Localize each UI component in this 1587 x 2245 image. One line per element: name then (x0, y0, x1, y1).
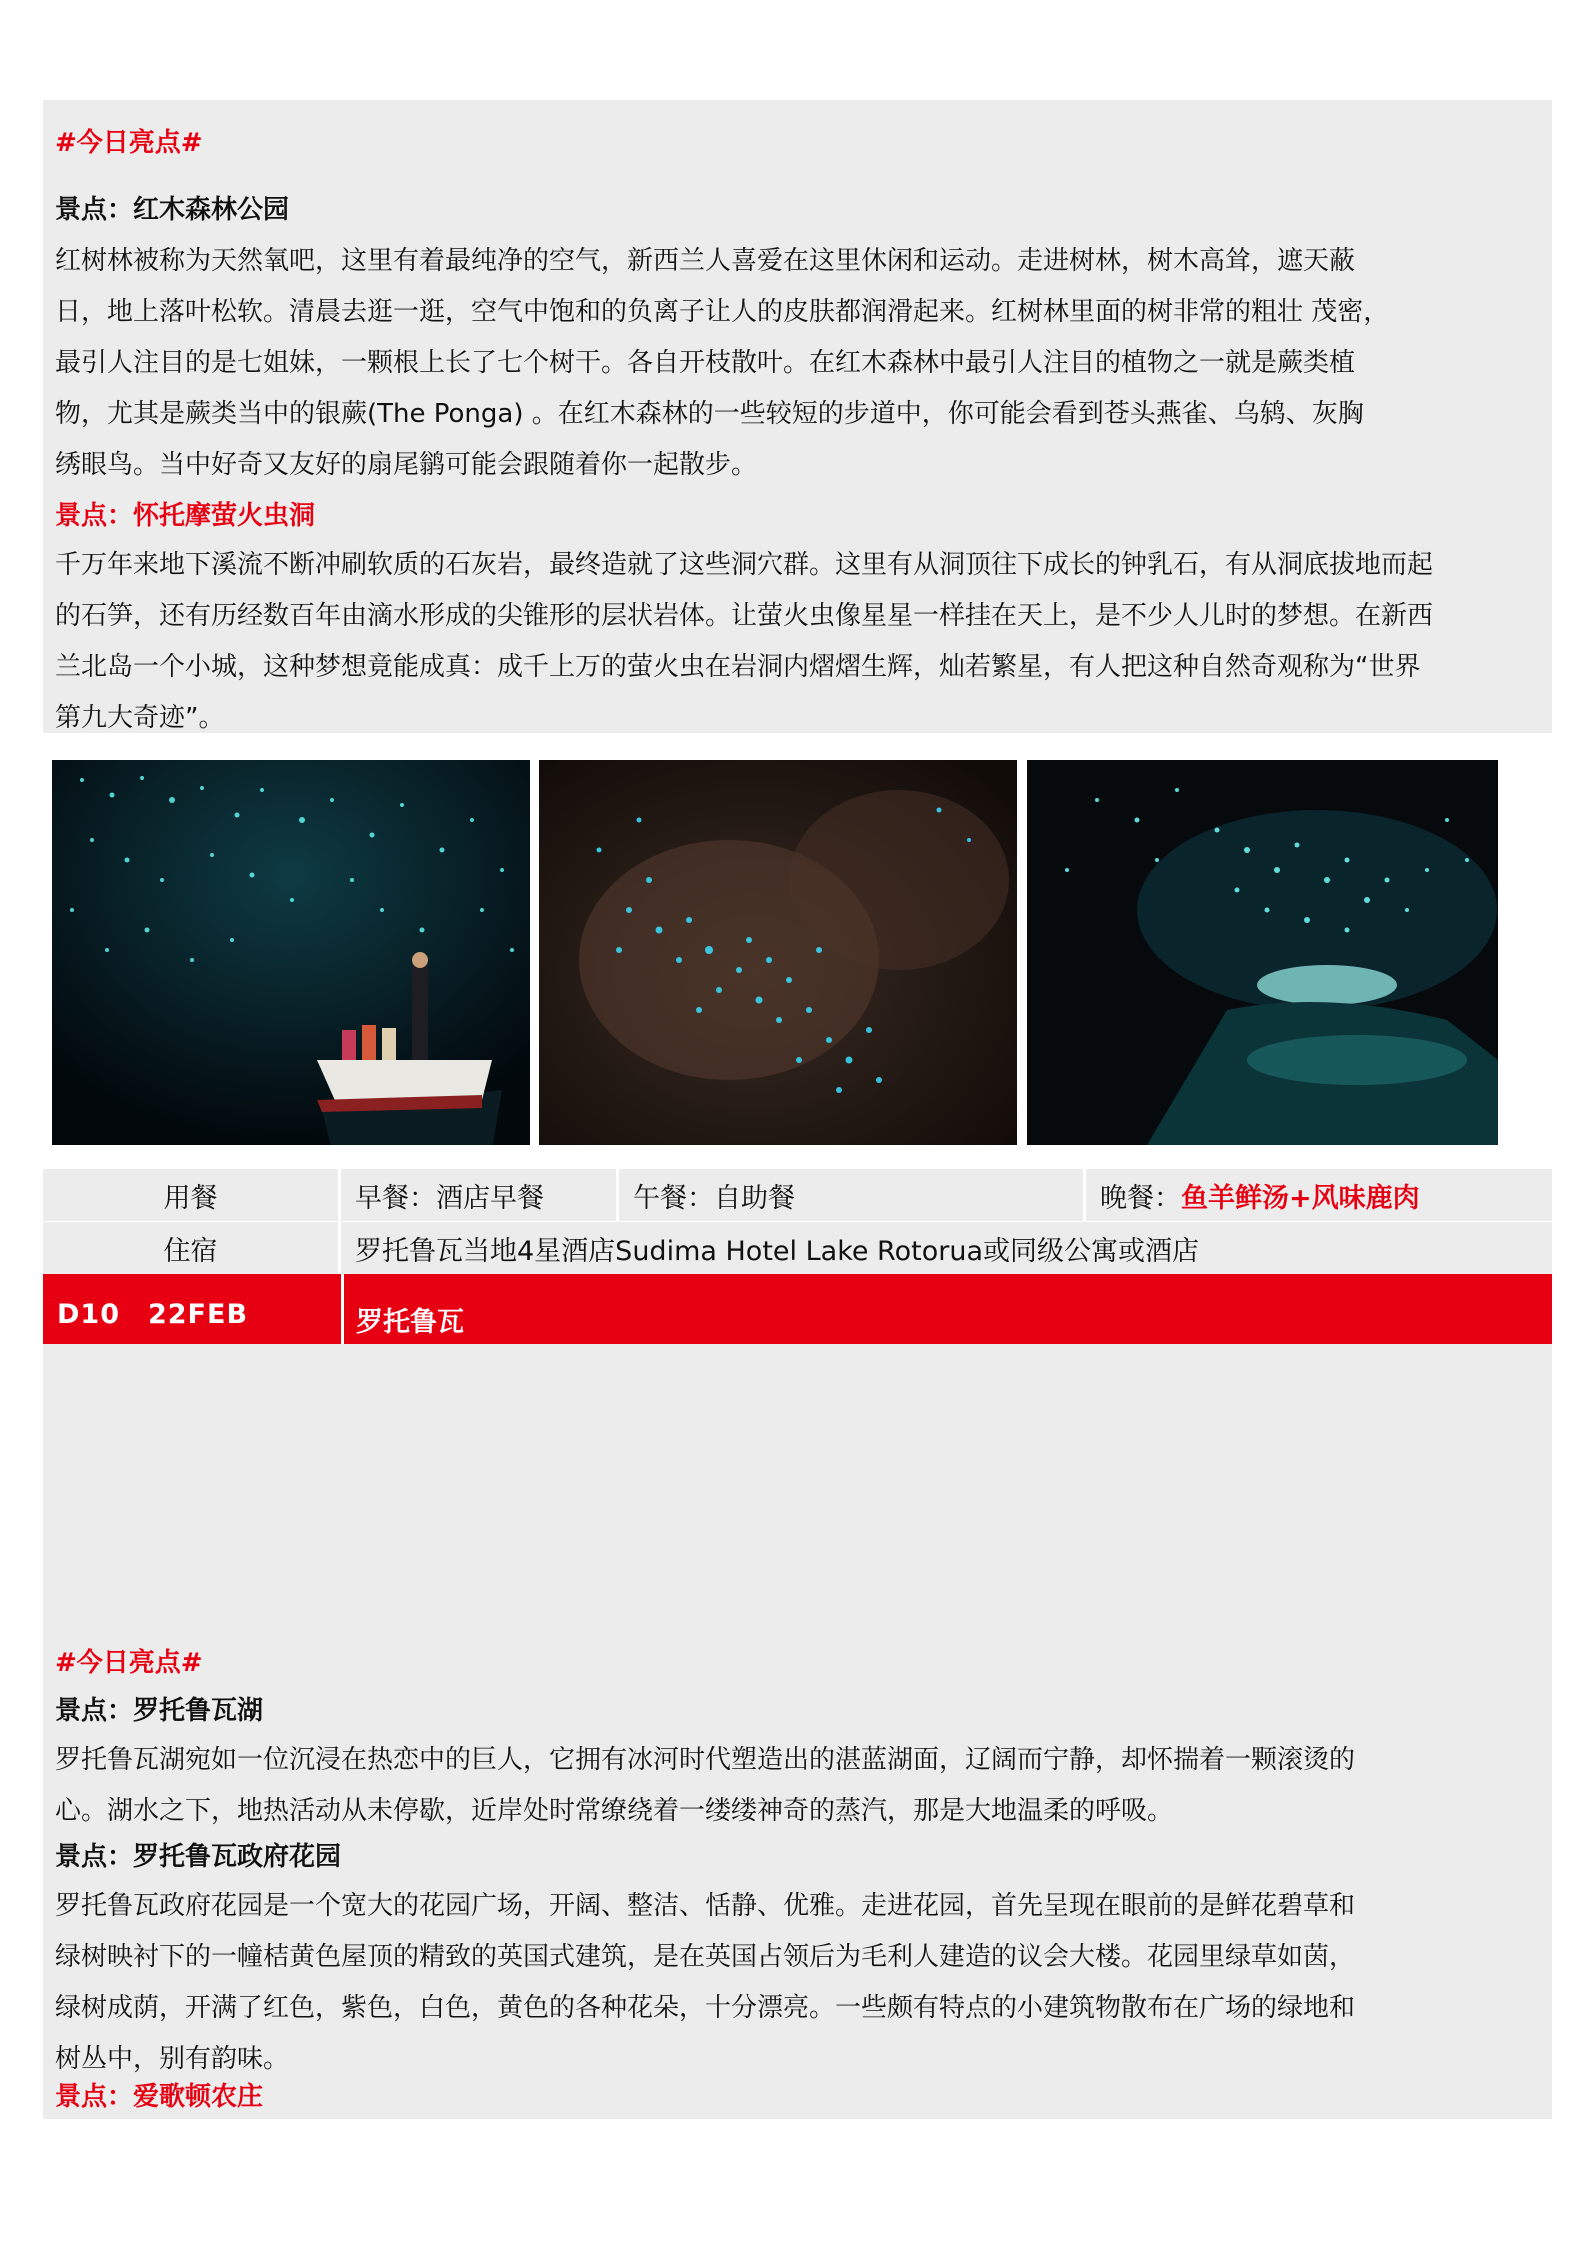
day-header-divider (341, 1274, 344, 1344)
glowworm-grotto-photo (1027, 760, 1498, 1145)
meals-row (43, 1168, 1552, 1220)
spot-title-glowworm: 景点：怀托摩萤火虫洞 (55, 501, 316, 531)
dinner-cell: 晚餐：鱼羊鲜汤+风味鹿肉 (1086, 1169, 1552, 1221)
stay-row (43, 1221, 1552, 1273)
spot-title-lake: 景点：罗托鲁瓦湖 (55, 1696, 264, 1726)
glowworm-ceiling-photo (539, 760, 1017, 1145)
day-header (43, 1274, 1552, 1344)
highlight-tag-2: #今日亮点# (55, 1648, 203, 1678)
dinner-value: 鱼羊鲜汤+风味鹿肉 (1181, 1182, 1420, 1214)
spot-desc-lake: 罗托鲁瓦湖宛如一位沉浸在热恋中的巨人，它拥有冰河时代塑造出的湛蓝湖面，辽阔而宁静，却怀揣着一颗滚烫的 心。湖水之下，地热活动从未停歇，近岸处时常缭绕着一缕缕神奇的蒸汽，那是大地温柔的呼吸。 (55, 1745, 1356, 1826)
spot-desc-redwood: 红树林被称为天然氧吧，这里有着最纯净的空气，新西兰人喜爱在这里休闲和运动。走进树林，树木高耸，遮天蔽 日，地上落叶松软。清晨去逛一逛，空气中饱和的负离子让人的皮肤都润滑起来。红树林里面的树非常的粗壮 茂密， 最引人注目的是七姐妹，一颗根上长了七个树干。各自开枝散叶。在红木森林中最引人注目的植物之一就是蕨类植 物，尤其是蕨类当中的银蕨(The Ponga) 。在红木森林的一些较短的步道中，你可能会看到苍头燕雀、乌鸫、灰胸 绣眼鸟。当中好奇又友好的扇尾鹟可能会跟随着你一起散步。 (55, 246, 1390, 480)
lunch-cell: 午餐：自助餐 (619, 1169, 1086, 1221)
glowworm-cave-boat-photo (52, 760, 530, 1145)
breakfast-cell: 早餐：酒店早餐 (341, 1169, 619, 1221)
highlight-tag: #今日亮点# (55, 128, 203, 158)
spot-desc-glowworm: 千万年来地下溪流不断冲刷软质的石灰岩，最终造就了这些洞穴群。这里有从洞顶往下成长的钟乳石，有从洞底拔地而起 的石笋，还有历经数百年由滴水形成的尖锥形的层状岩体。让萤火虫像星星一样挂在天上，是不少人儿时的梦想。在新西 兰北岛一个小城，这种梦想竟能成真：成千上万的萤火虫在岩洞内熠熠生辉，灿若繁星，有人把这种自然奇观称为“世界 第九大奇迹”。 (55, 550, 1434, 733)
day-label: D10 22FEB (57, 1299, 249, 1330)
spot-title-garden: 景点：罗托鲁瓦政府花园 (55, 1842, 342, 1872)
stay-value: 罗托鲁瓦当地4星酒店Sudima Hotel Lake Rotorua或同级公寓或酒店 (341, 1222, 1552, 1274)
spot-title-farm: 景点：爱歌顿农庄 (55, 2082, 264, 2112)
spot-title-redwood: 景点：红木森林公园 (55, 195, 290, 225)
meals-label: 用餐 (43, 1169, 341, 1221)
day-place: 罗托鲁瓦 (356, 1307, 464, 1338)
stay-label: 住宿 (43, 1222, 341, 1274)
spot-desc-garden: 罗托鲁瓦政府花园是一个宽大的花园广场，开阔、整洁、恬静、优雅。走进花园，首先呈现在眼前的是鲜花碧草和 绿树映衬下的一幢桔黄色屋顶的精致的英国式建筑，是在英国占领后为毛利人建造的议会大楼。花园里绿草如茵， 绿树成荫，开满了红色，紫色，白色，黄色的各种花朵，十分漂亮。一些颇有特点的小建筑物散布在广场的绿地和 树丛中，别有韵味。 (55, 1891, 1356, 2074)
